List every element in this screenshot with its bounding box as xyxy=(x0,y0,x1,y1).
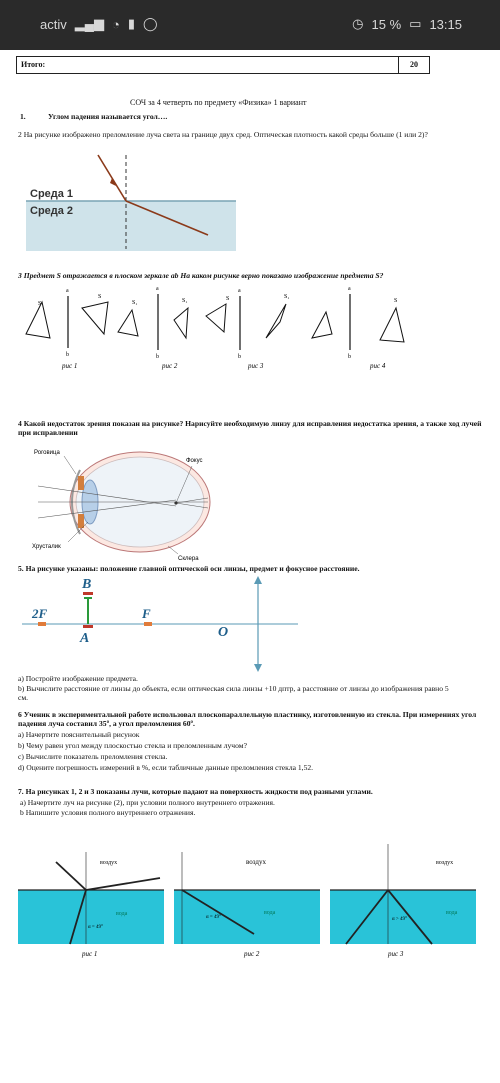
image-triangle xyxy=(206,304,226,332)
svg-text:S: S xyxy=(394,298,398,304)
ray xyxy=(56,862,86,890)
object-triangle xyxy=(174,308,188,338)
svg-text:S: S xyxy=(38,301,42,307)
q3-mirror-figures xyxy=(20,282,430,374)
mirror-figure-3 xyxy=(174,288,241,360)
caption-fig-2: рис 2 xyxy=(162,362,178,370)
battery-icon: ▭ xyxy=(409,16,422,31)
caption-fig-1: рис 1 xyxy=(82,950,98,958)
svg-text:S₁: S₁ xyxy=(132,300,138,306)
double-focus-marker xyxy=(38,622,46,626)
object-triangle xyxy=(26,302,50,338)
q5-part-b: b) Вычислите расстояние от линзы до объекта, если оптическая сила линзы +10 дптр, а расстояние от линзы до изображения равно 5 см. xyxy=(18,684,449,702)
total-table xyxy=(16,56,430,74)
svg-text:α > 49°: α > 49° xyxy=(392,917,407,922)
medium-2-label: Среда 2 xyxy=(30,205,74,217)
q6-part-d: d) Оцените погрешность измерений в %, если табличные данные преломления стекла 1,52. xyxy=(18,763,314,772)
svg-text:a: a xyxy=(348,286,351,292)
svg-text:b: b xyxy=(156,354,159,360)
svg-text:вода: вода xyxy=(116,911,128,917)
svg-text:S₁: S₁ xyxy=(284,294,290,300)
q2-text: 2 На рисунке изображено преломление луча света на границе двух сред. Оптическая плотность какой среды больше (1 или 2)? xyxy=(18,130,428,139)
q4-text: 4 Какой недостаток зрения показан на рисунке? Нарисуйте необходимую линзу для исправления недостатка зрения, а также ход лучей при исправлении xyxy=(18,419,482,437)
svg-text:вода: вода xyxy=(446,910,458,916)
ray xyxy=(86,878,160,890)
signal-icon: ▂▄▆ xyxy=(74,16,104,31)
water-area xyxy=(18,890,164,944)
label-O: O xyxy=(218,625,229,640)
q6-text: 6 Ученик в экспериментальной работе использовал плоскопараллельную пластинку, изготовленную из стекла. При измерениях угол падения луча составил 35º, а угол преломления 60º. xyxy=(18,710,477,728)
focus-marker xyxy=(144,622,152,626)
svg-text:воздух: воздух xyxy=(100,860,118,866)
status-bar xyxy=(0,0,500,50)
caption-fig-3: рис 3 xyxy=(248,362,264,370)
whatsapp-icon: ◯ xyxy=(142,16,158,31)
label-2F: 2F xyxy=(32,606,48,621)
cornea-label: Роговица xyxy=(34,450,60,456)
mirror-figure-1 xyxy=(26,288,69,358)
label-A: A xyxy=(80,631,90,646)
svg-text:α = 49°: α = 49° xyxy=(206,915,221,920)
caption-fig-3: рис 3 xyxy=(388,950,404,958)
svg-text:a: a xyxy=(156,286,159,292)
svg-text:b: b xyxy=(348,354,351,360)
q4-eye-figure xyxy=(28,442,238,562)
image-triangle xyxy=(380,308,404,342)
q6-part-b: b) Чему равен угол между плоскостью стекла и преломленным лучом? xyxy=(18,741,247,750)
svg-text:b: b xyxy=(66,352,69,358)
object-triangle xyxy=(266,304,286,338)
alarm-icon: ◷ xyxy=(352,16,364,31)
clock: 13:15 xyxy=(429,16,462,32)
water-figure-1 xyxy=(18,852,164,958)
q5-lens-figure xyxy=(18,570,318,674)
water-figure-3 xyxy=(330,844,476,958)
q3-text: 3 Предмет S отражается в плоском зеркале ab На каком рисунке верно показано изображение предмета S? xyxy=(18,271,384,280)
svg-text:S: S xyxy=(226,296,230,302)
q5-part-a: а) Постройте изображение предмета. xyxy=(18,674,138,683)
q6-part-a: a) Начертите пояснительный рисунок xyxy=(18,730,140,739)
lens-arrow-top-icon xyxy=(254,576,262,584)
q6-part-c: c) Вычислите показатель преломления стекла. xyxy=(18,752,168,761)
medium-1-label: Среда 1 xyxy=(30,188,74,200)
svg-text:a: a xyxy=(66,288,69,294)
lens-arrow-bottom-icon xyxy=(254,664,262,672)
image-triangle xyxy=(118,310,138,336)
q7-figures xyxy=(18,822,484,968)
label-B: B xyxy=(82,577,92,592)
q2-refraction-figure xyxy=(26,153,236,251)
total-value: 20 xyxy=(410,60,418,69)
caption-fig-4: рис 4 xyxy=(370,362,386,370)
svg-text:воздух: воздух xyxy=(246,858,266,866)
mirror-figure-4 xyxy=(266,286,404,360)
caption-fig-2: рис 2 xyxy=(244,950,260,958)
svg-text:S₁: S₁ xyxy=(182,298,188,304)
doc-title: СОЧ за 4 четверть по предмету «Физика» 1 вариант xyxy=(130,98,307,107)
svg-text:a: a xyxy=(238,288,241,294)
svg-text:воздух: воздух xyxy=(436,860,454,866)
q7-part-a: a) Начертите луч на рисунке (2), при условии полного внутреннего отражения. xyxy=(20,798,275,807)
sclera-label: Склера xyxy=(178,556,199,562)
lens-label: Хрусталик xyxy=(32,544,61,550)
q5-text: 5. На рисунке указаны: положение главной оптической оси линзы, предмет и фокусное расстояние. xyxy=(18,564,360,573)
sim-icon: ▮ xyxy=(127,16,135,31)
document-page xyxy=(0,50,500,1083)
svg-text:вода: вода xyxy=(264,910,276,916)
total-label: Итого: xyxy=(17,57,399,73)
svg-text:α = 49°: α = 49° xyxy=(88,925,103,930)
image-triangle xyxy=(312,312,332,338)
mirror-figure-2 xyxy=(82,286,159,360)
carrier-name: activ xyxy=(40,16,67,32)
q7-part-b: b Напишите условия полного внутреннего отражения. xyxy=(20,808,196,817)
battery-percent: 15 % xyxy=(371,16,402,32)
q1-number: 1. xyxy=(20,112,26,121)
label-F: F xyxy=(142,606,151,621)
water-figure-2 xyxy=(174,852,320,958)
caption-fig-1: рис 1 xyxy=(62,362,78,370)
object-triangle xyxy=(82,302,108,334)
svg-text:b: b xyxy=(238,354,241,360)
q1-text: Углом падения называется угол…. xyxy=(48,112,168,121)
svg-text:S: S xyxy=(98,294,102,300)
focus-label: Фокус xyxy=(186,458,203,464)
q7-text: 7. На рисунках 1, 2 и 3 показаны лучи, которые падают на поверхность жидкости под разными углами. xyxy=(18,787,373,796)
wifi-icon: ◔ xyxy=(111,16,120,32)
